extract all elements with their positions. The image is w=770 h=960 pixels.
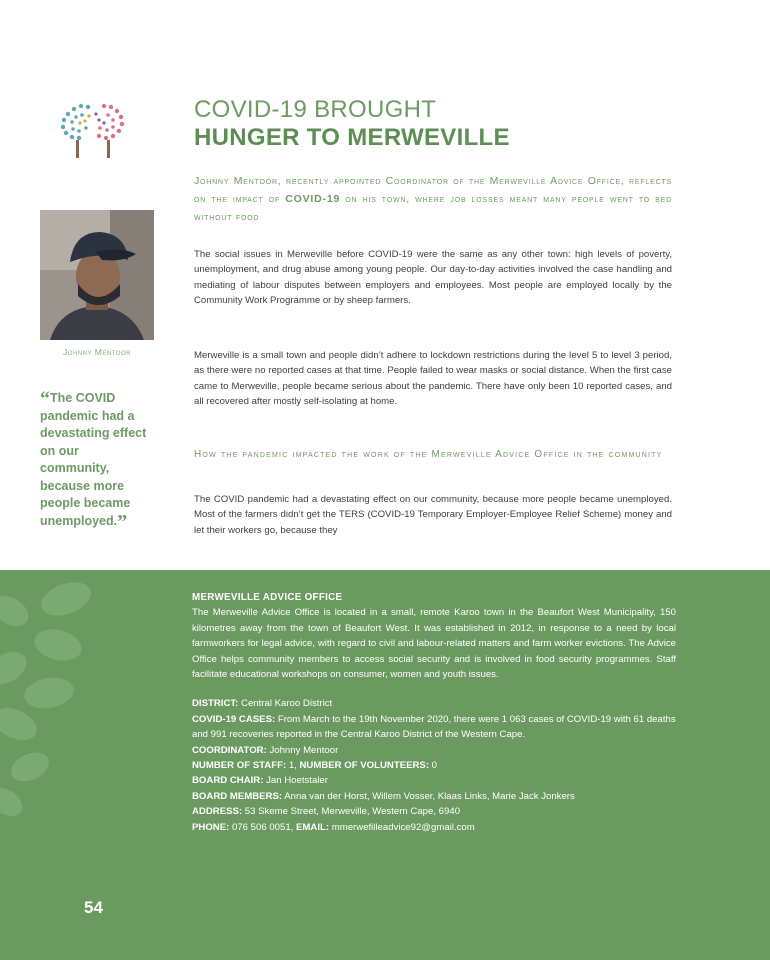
decorative-leaf xyxy=(0,702,42,747)
fact-value-email: mmerwefilleadvice92@gmail.com xyxy=(329,821,475,833)
fact-value: Central Karoo District xyxy=(238,698,333,710)
decorative-leaf xyxy=(0,782,28,822)
organization-logo xyxy=(52,92,134,164)
fact-board-members xyxy=(192,789,676,804)
pull-quote xyxy=(40,388,148,533)
fact-address xyxy=(192,804,676,819)
title-line-2: HUNGER TO MERWEVILLE xyxy=(194,124,510,151)
close-quote-mark: ” xyxy=(117,510,128,533)
fact-district xyxy=(192,696,676,711)
photo-caption: Johnny Mentoor xyxy=(63,347,131,357)
article-title xyxy=(194,96,714,152)
fact-label: COORDINATOR: xyxy=(192,744,267,756)
fact-label: BOARD MEMBERS: xyxy=(192,790,283,802)
decorative-leaf xyxy=(6,747,53,787)
body-paragraph-1: The social issues in Merweville before COVID-19 were the same as any other town: high levels of poverty, unemployment, and drug abuse among young people. Our day-to-day activities involved the case handling and mediating of labour disputes between employers and employees. Most people are employed locally by the Community Work Programme or by sheep farmers. xyxy=(194,249,672,307)
fact-value-volunteers: 0 xyxy=(429,760,438,772)
fact-label-email: EMAIL: xyxy=(296,821,330,833)
open-quote-mark: “ xyxy=(40,388,50,410)
fact-staff xyxy=(192,758,676,773)
intro-text-before: Johnny Mentoor, recently appointed Coordinator of the Merweville Advice Office, reflects on the impact of xyxy=(194,175,672,205)
title-line-1: COVID-19 BROUGHT xyxy=(194,96,437,123)
page-number: 54 xyxy=(84,898,103,917)
office-facts xyxy=(192,696,676,835)
decorative-leaf xyxy=(0,645,32,690)
article-intro xyxy=(194,172,672,226)
fact-value: Johnny Mentoor xyxy=(266,744,339,756)
fact-label: DISTRICT: xyxy=(192,698,239,710)
fact-coordinator xyxy=(192,743,676,758)
decorative-leaf xyxy=(31,624,85,665)
body-paragraph-2: Merweville is a small town and people didn’t adhere to lockdown restrictions during the level 5 to level 3 period, as there were no reported cases at that time. People failed to wear masks or social distance. When the first case came to Merweville, people became serious about the pandemic. There have only been 10 reported cases, and all recovered after mostly self-isolating at home. xyxy=(194,350,672,408)
pull-quote-text: The COVID pandemic had a devastating effect on our community, because more people became unemployed. xyxy=(40,391,147,528)
body-paragraph-3: The COVID pandemic had a devastating effect on our community, because more people became unemployed. Most of the farmers didn’t get the TERS (COVID-19 Temporary Employer-Employee Relief Scheme) money and let their workers go, because they xyxy=(194,494,672,536)
fact-value: Anna van der Horst, Willem Vosser, Klaas Links, Marie Jack Jonkers xyxy=(282,790,575,802)
portrait-photo xyxy=(40,210,154,340)
advice-office-info xyxy=(192,590,676,835)
fact-board-chair xyxy=(192,773,676,788)
fact-value: 076 506 0051, xyxy=(229,821,296,833)
fact-label-volunteers: NUMBER OF VOLUNTEERS: xyxy=(299,760,430,772)
fact-label: BOARD CHAIR: xyxy=(192,775,264,787)
fact-label: COVID-19 CASES: xyxy=(192,713,276,725)
fact-covid-cases xyxy=(192,712,676,743)
decorative-leaf xyxy=(0,590,34,633)
intro-text-after: on his town, where job losses meant many people went to bed without food xyxy=(194,193,672,223)
fact-contact xyxy=(192,820,676,835)
fact-value: 1, xyxy=(286,760,300,772)
fact-label: NUMBER OF STAFF: xyxy=(192,760,287,772)
fact-label: ADDRESS: xyxy=(192,806,243,818)
decorative-leaf xyxy=(36,576,95,622)
office-heading: MERWEVILLE ADVICE OFFICE xyxy=(192,592,343,603)
section-subheading: How the pandemic impacted the work of the Merweville Advice Office in the community xyxy=(194,449,663,460)
fact-value: Jan Hoetstaler xyxy=(263,775,328,787)
intro-emphasis: COVID-19 xyxy=(285,193,341,205)
fact-label: PHONE: xyxy=(192,821,230,833)
fact-value: From March to the 19th November 2020, there were 1 063 cases of COVID-19 with 61 deaths and 991 recoveries reported in the Central Karoo District of the Western Cape. xyxy=(192,713,676,741)
fact-value: 53 Skeme Street, Merweville, Western Cape, 6940 xyxy=(242,806,461,818)
office-description: The Merweville Advice Office is located in a small, remote Karoo town in the Beaufort West Municipality, 150 kilometres away from the town of Beaufort West. It was established in 2012, in response to a need by local farmworkers for legal advice, with regard to civil and labour-related matters and farm worker evictions. The Advice Office helps community members to access social security and is involved in food security programmes. Staff facilitate educational workshops on consumer, women and youth issues. xyxy=(192,607,676,681)
decorative-leaf xyxy=(22,674,76,712)
